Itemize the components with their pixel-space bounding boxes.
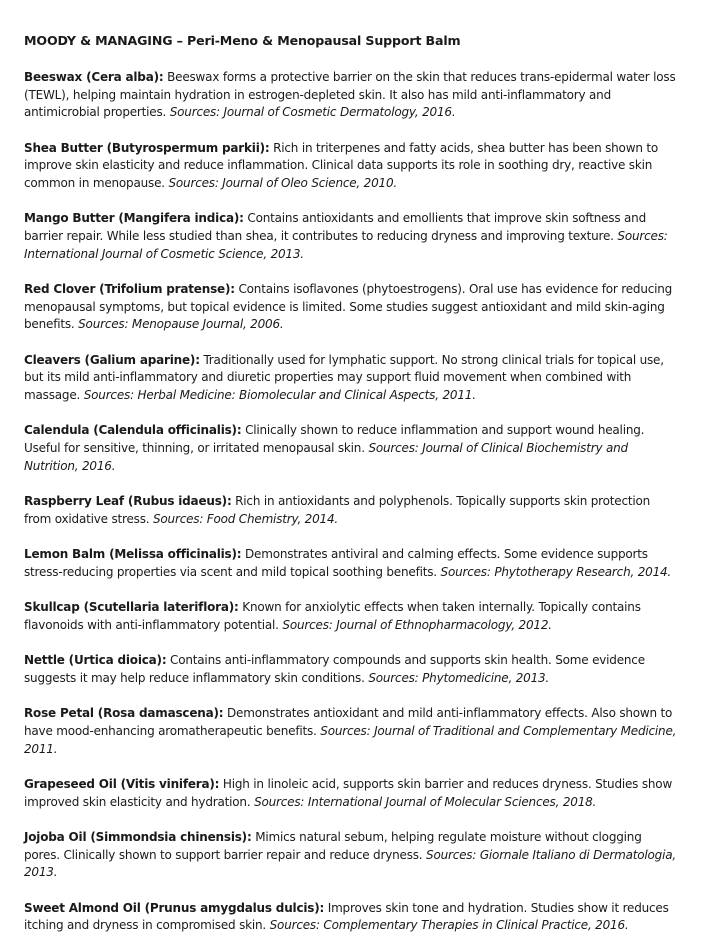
- ingredient-entry: [24, 829, 679, 882]
- ingredient-name: Skullcap (Scutellaria lateriflora):: [24, 600, 239, 615]
- ingredient-sources: Sources: Journal of Ethnopharmacology, 2012.: [282, 617, 552, 632]
- ingredient-description: Contains anti-inflammatory compounds and supports skin health. Some evidence suggests it may help reduce inflammatory skin conditions.: [24, 653, 645, 685]
- ingredient-entry: [24, 900, 679, 935]
- ingredient-description: Improves skin tone and hydration. Studies show it reduces itching and dryness in compromised skin.: [24, 900, 669, 933]
- ingredient-sources: Sources: Complementary Therapies in Clinical Practice, 2016.: [269, 918, 629, 933]
- ingredient-description: Rich in triterpenes and fatty acids, shea butter has been shown to improve skin elasticity and reduce inflammation. Clinical data supports its role in soothing dry, reactive skin common in menopause.: [24, 140, 658, 190]
- ingredient-entry: [24, 776, 679, 811]
- ingredient-sources: Sources: Giornale Italiano di Dermatologia, 2013.: [24, 847, 677, 880]
- ingredient-name: Red Clover (Trifolium pratense):: [24, 282, 235, 297]
- ingredient-description: Demonstrates antioxidant and mild anti-inflammatory effects. Also shown to have mood-enhancing aromatherapeutic benefits.: [24, 706, 673, 738]
- ingredient-description: Clinically shown to reduce inflammation and support wound healing. Useful for sensitive, thinning, or irritated menopausal skin.: [24, 423, 645, 455]
- ingredient-description: Rich in antioxidants and polyphenols. Topically supports skin protection from oxidative stress.: [24, 494, 651, 526]
- ingredient-name: Lemon Balm (Melissa officinalis):: [24, 547, 242, 562]
- ingredient-description: Traditionally used for lymphatic support. No strong clinical trials for topical use, but its mild anti-inflammatory and diuretic properties may support fluid movement when combined with massage.: [24, 352, 664, 402]
- ingredient-entry: [24, 546, 679, 581]
- ingredient-name: Cleavers (Galium aparine):: [24, 352, 200, 367]
- ingredient-sources: Sources: Journal of Oleo Science, 2010.: [168, 175, 398, 190]
- ingredient-name: Nettle (Urtica dioica):: [24, 653, 167, 668]
- ingredient-entry: [24, 281, 679, 334]
- ingredient-entry: [24, 652, 679, 687]
- ingredient-description: Demonstrates antiviral and calming effects. Some evidence supports stress-reducing properties via scent and mild topical soothing benefits.: [24, 547, 648, 579]
- ingredient-name: Calendula (Calendula officinalis):: [24, 423, 242, 438]
- ingredient-sources: Sources: Journal of Traditional and Complementary Medicine, 2011.: [24, 723, 677, 756]
- ingredient-entry: [24, 493, 679, 528]
- ingredient-sources: Sources: Herbal Medicine: Biomolecular and Clinical Aspects, 2011.: [83, 387, 476, 402]
- ingredient-sources: Sources: International Journal of Molecular Sciences, 2018.: [254, 794, 597, 809]
- ingredient-sources: Sources: International Journal of Cosmetic Science, 2013.: [24, 228, 668, 261]
- ingredient-name: Sweet Almond Oil (Prunus amygdalus dulcis):: [24, 900, 325, 915]
- ingredient-description: High in linoleic acid, supports skin barrier and reduces dryness. Studies show improved skin elasticity and hydration.: [24, 777, 673, 809]
- ingredient-entry: [24, 599, 679, 634]
- ingredient-entry: [24, 140, 679, 193]
- ingredient-entry: [24, 352, 679, 405]
- ingredient-description: Contains antioxidants and emollients that improve skin softness and barrier repair. While less studied than shea, it contributes to reducing dryness and improving texture.: [24, 211, 646, 243]
- ingredient-entry: [24, 422, 679, 475]
- ingredient-description: Known for anxiolytic effects when taken internally. Topically contains flavonoids with anti-inflammatory potential.: [24, 600, 641, 632]
- ingredient-name: Raspberry Leaf (Rubus idaeus):: [24, 494, 232, 509]
- ingredient-sources: Sources: Journal of Clinical Biochemistry and Nutrition, 2016.: [24, 440, 628, 473]
- ingredient-sources: Sources: Phytotherapy Research, 2014.: [440, 564, 672, 579]
- ingredient-name: Rose Petal (Rosa damascena):: [24, 706, 224, 721]
- ingredient-description: Beeswax forms a protective barrier on the skin that reduces trans-epidermal water loss (TEWL), helping maintain hydration in estrogen-depleted skin. It also has mild anti-inflammatory and antimicrobial properties.: [24, 70, 676, 120]
- ingredient-sources: Sources: Journal of Cosmetic Dermatology, 2016.: [169, 105, 456, 120]
- ingredient-entry: [24, 69, 679, 122]
- ingredient-name: Grapeseed Oil (Vitis vinifera):: [24, 777, 220, 792]
- ingredient-entry: [24, 210, 679, 263]
- ingredient-entry: [24, 705, 679, 758]
- ingredient-sources: Sources: Food Chemistry, 2014.: [153, 511, 339, 526]
- ingredient-name: Shea Butter (Butyrospermum parkii):: [24, 140, 270, 155]
- ingredient-name: Jojoba Oil (Simmondsia chinensis):: [24, 830, 252, 845]
- ingredient-name: Beeswax (Cera alba):: [24, 70, 164, 84]
- document-title: MOODY & MANAGING – Peri-Meno & Menopausal Support Balm: [24, 33, 461, 48]
- ingredient-sources: Sources: Phytomedicine, 2013.: [368, 670, 550, 685]
- ingredient-description: Mimics natural sebum, helping regulate moisture without clogging pores. Clinically shown to support barrier repair and reduce dryness.: [24, 830, 642, 862]
- ingredient-description: Contains isoflavones (phytoestrogens). Oral use has evidence for reducing menopausal symptoms, but topical evidence is limited. Some studies suggest antioxidant and mild skin-aging benefits.: [24, 282, 673, 332]
- ingredient-name: Mango Butter (Mangifera indica):: [24, 211, 244, 226]
- ingredient-sources: Sources: Menopause Journal, 2006.: [78, 317, 284, 332]
